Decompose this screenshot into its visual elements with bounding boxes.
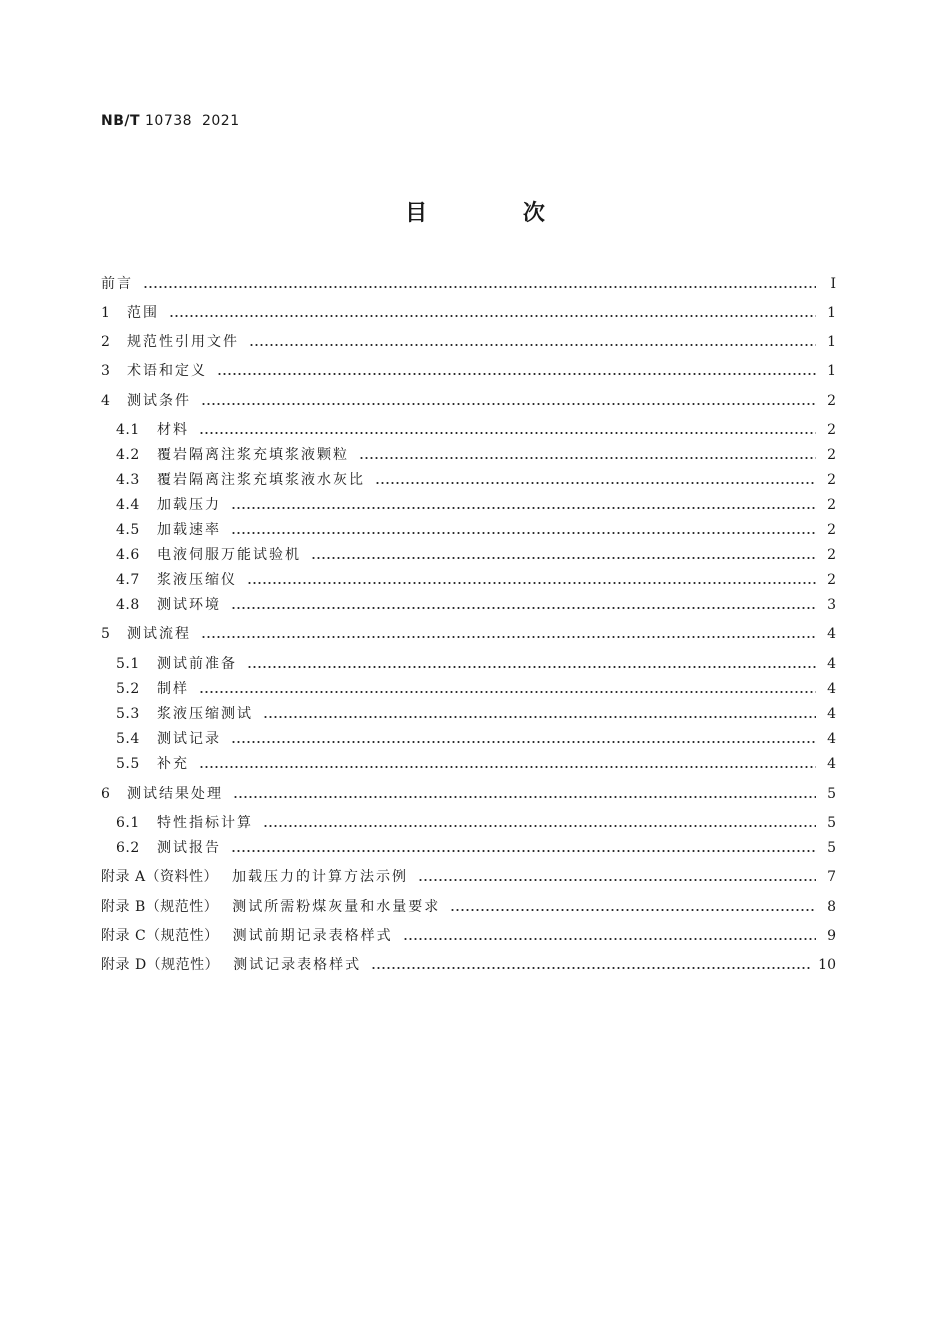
toc-entry-label: 前言 — [101, 276, 133, 292]
toc-entry-label: 浆液压缩仪 — [157, 572, 237, 588]
toc-entry-section-4-3[interactable] — [116, 470, 836, 490]
toc-entry-page: I — [830, 276, 836, 292]
toc-entry-label: 测试前期记录表格样式 — [232, 928, 393, 944]
toc-entry-number: 4.1 — [116, 422, 140, 438]
toc-entry-number: 附录 A（资料性） — [101, 869, 219, 885]
toc-entry-section-5-3[interactable] — [116, 704, 836, 724]
dot-leader — [231, 729, 816, 749]
toc-entry-page: 4 — [827, 756, 836, 772]
toc-entry-number: 5.1 — [116, 656, 140, 672]
toc-entry-label: 加载速率 — [157, 522, 221, 538]
dot-leader — [231, 520, 816, 540]
dot-leader — [311, 545, 816, 565]
toc-entry-number: 6.2 — [116, 840, 140, 856]
toc-entry-page: 2 — [827, 472, 836, 488]
toc-entry-label: 测试记录 — [157, 731, 221, 747]
toc-entry-page: 5 — [827, 840, 836, 856]
toc-entry-section-4-6[interactable] — [116, 545, 836, 565]
toc-entry-page: 2 — [827, 422, 836, 438]
toc-entry-page: 4 — [827, 626, 836, 642]
standard-prefix: NB/T — [101, 113, 141, 129]
dot-leader — [199, 754, 816, 774]
toc-entry-number: 4.5 — [116, 522, 140, 538]
toc-entry-page: 1 — [827, 334, 836, 350]
dot-leader — [217, 361, 816, 381]
dot-leader — [231, 595, 816, 615]
toc-entry-section-4-5[interactable] — [116, 520, 836, 540]
toc-entry-label: 测试报告 — [157, 840, 221, 856]
toc-entry-number: 4.7 — [116, 572, 140, 588]
dot-leader — [247, 570, 816, 590]
dot-leader — [231, 495, 816, 515]
dot-leader — [418, 867, 816, 887]
toc-entry-number: 4.2 — [116, 447, 140, 463]
toc-entry-section-2[interactable] — [101, 332, 836, 352]
dot-leader — [233, 784, 816, 804]
toc-entry-appendix-a[interactable] — [101, 867, 836, 887]
toc-entry-number: 4 — [101, 393, 111, 409]
toc-entry-page: 2 — [827, 522, 836, 538]
dot-leader — [143, 274, 816, 294]
toc-entry-page: 8 — [827, 899, 836, 915]
dot-leader — [371, 955, 810, 975]
toc-entry-number: 5 — [101, 626, 111, 642]
toc-entry-page: 1 — [827, 305, 836, 321]
dot-leader — [249, 332, 816, 352]
toc-entry-section-5-5[interactable] — [116, 754, 836, 774]
dot-leader — [201, 391, 816, 411]
standard-year: 2021 — [201, 113, 240, 129]
toc-entry-section-5[interactable] — [101, 624, 836, 644]
toc-entry-label: 加载压力 — [157, 497, 221, 513]
toc-entry-page: 4 — [827, 706, 836, 722]
toc-entry-section-4-2[interactable] — [116, 445, 836, 465]
toc-entry-appendix-d[interactable] — [101, 955, 836, 975]
page-title: 目 次 — [405, 201, 589, 226]
toc-entry-label: 测试结果处理 — [127, 786, 223, 802]
toc-entry-number: 4.6 — [116, 547, 140, 563]
dot-leader — [359, 445, 816, 465]
toc-entry-label: 特性指标计算 — [157, 815, 253, 831]
dot-leader — [247, 654, 816, 674]
toc-entry-section-4[interactable] — [101, 391, 836, 411]
toc-entry-page: 9 — [827, 928, 836, 944]
toc-entry-number: 3 — [101, 363, 111, 379]
toc-entry-label: 电液伺服万能试验机 — [157, 547, 301, 563]
toc-entry-section-4-4[interactable] — [116, 495, 836, 515]
toc-entry-number: 4.3 — [116, 472, 140, 488]
toc-entry-label: 规范性引用文件 — [127, 334, 239, 350]
toc-entry-section-4-8[interactable] — [116, 595, 836, 615]
dot-leader — [375, 470, 816, 490]
toc-entry-label: 测试流程 — [127, 626, 191, 642]
toc-entry-foreword[interactable] — [101, 274, 836, 294]
toc-entry-section-5-1[interactable] — [116, 654, 836, 674]
dot-leader — [450, 897, 816, 917]
toc-entry-section-6[interactable] — [101, 784, 836, 804]
toc-entry-page: 4 — [827, 656, 836, 672]
toc-entry-number: 1 — [101, 305, 111, 321]
toc-entry-page: 2 — [827, 393, 836, 409]
toc-entry-page: 4 — [827, 731, 836, 747]
dot-leader — [263, 813, 816, 833]
dot-leader — [231, 838, 816, 858]
toc-entry-label: 覆岩隔离注浆充填浆液颗粒 — [157, 447, 349, 463]
toc-entry-label: 浆液压缩测试 — [157, 706, 253, 722]
toc-entry-number: 6.1 — [116, 815, 140, 831]
toc-entry-page: 5 — [827, 815, 836, 831]
toc-entry-page: 2 — [827, 547, 836, 563]
toc-entry-page: 4 — [827, 681, 836, 697]
toc-entry-page: 5 — [827, 786, 836, 802]
toc-entry-page: 3 — [827, 597, 836, 613]
toc-entry-section-5-2[interactable] — [116, 679, 836, 699]
toc-entry-appendix-b[interactable] — [101, 897, 836, 917]
toc-entry-number: 附录 B（规范性） — [101, 899, 219, 915]
toc-entry-label: 术语和定义 — [127, 363, 207, 379]
dot-leader — [201, 624, 816, 644]
toc-entry-label: 测试前准备 — [157, 656, 237, 672]
dot-leader — [169, 303, 816, 323]
toc-entry-label: 范围 — [127, 305, 159, 321]
toc-entry-label: 加载压力的计算方法示例 — [232, 869, 409, 885]
toc-entry-page: 2 — [827, 447, 836, 463]
toc-entry-page: 10 — [818, 957, 836, 973]
dot-leader — [263, 704, 816, 724]
toc-entry-number: 5.5 — [116, 756, 140, 772]
toc-entry-section-1[interactable] — [101, 303, 836, 323]
standard-number: 10738 — [145, 113, 193, 129]
toc-entry-number: 2 — [101, 334, 111, 350]
toc-entry-number: 4.8 — [116, 597, 140, 613]
toc-entry-label: 制样 — [157, 681, 189, 697]
toc-entry-section-6-2[interactable] — [116, 838, 836, 858]
toc-entry-page: 1 — [827, 363, 836, 379]
dot-leader — [199, 679, 816, 699]
toc-entry-label: 测试所需粉煤灰量和水量要求 — [232, 899, 441, 915]
toc-entry-label: 覆岩隔离注浆充填浆液水灰比 — [157, 472, 365, 488]
toc-entry-number: 6 — [101, 786, 111, 802]
toc-entry-number: 附录 D（规范性） — [101, 957, 220, 973]
toc-entry-label: 测试记录表格样式 — [233, 957, 362, 973]
toc-entry-number: 4.4 — [116, 497, 140, 513]
toc-entry-number: 5.2 — [116, 681, 140, 697]
toc-entry-section-4-1[interactable] — [116, 420, 836, 440]
toc-entry-number: 5.3 — [116, 706, 140, 722]
toc-entry-label: 测试环境 — [157, 597, 221, 613]
toc-entry-label: 测试条件 — [127, 393, 191, 409]
toc-entry-section-4-7[interactable] — [116, 570, 836, 590]
toc-entry-label: 补充 — [157, 756, 189, 772]
toc-entry-section-3[interactable] — [101, 361, 836, 381]
dot-leader — [403, 926, 816, 946]
toc-entry-appendix-c[interactable] — [101, 926, 836, 946]
toc-entry-section-5-4[interactable] — [116, 729, 836, 749]
dot-leader — [199, 420, 816, 440]
toc-entry-label: 材料 — [157, 422, 189, 438]
toc-entry-page: 2 — [827, 497, 836, 513]
toc-entry-number: 5.4 — [116, 731, 140, 747]
toc-entry-page: 2 — [827, 572, 836, 588]
toc-entry-section-6-1[interactable] — [116, 813, 836, 833]
toc-entry-page: 7 — [827, 869, 836, 885]
toc-entry-number: 附录 C（规范性） — [101, 928, 219, 944]
